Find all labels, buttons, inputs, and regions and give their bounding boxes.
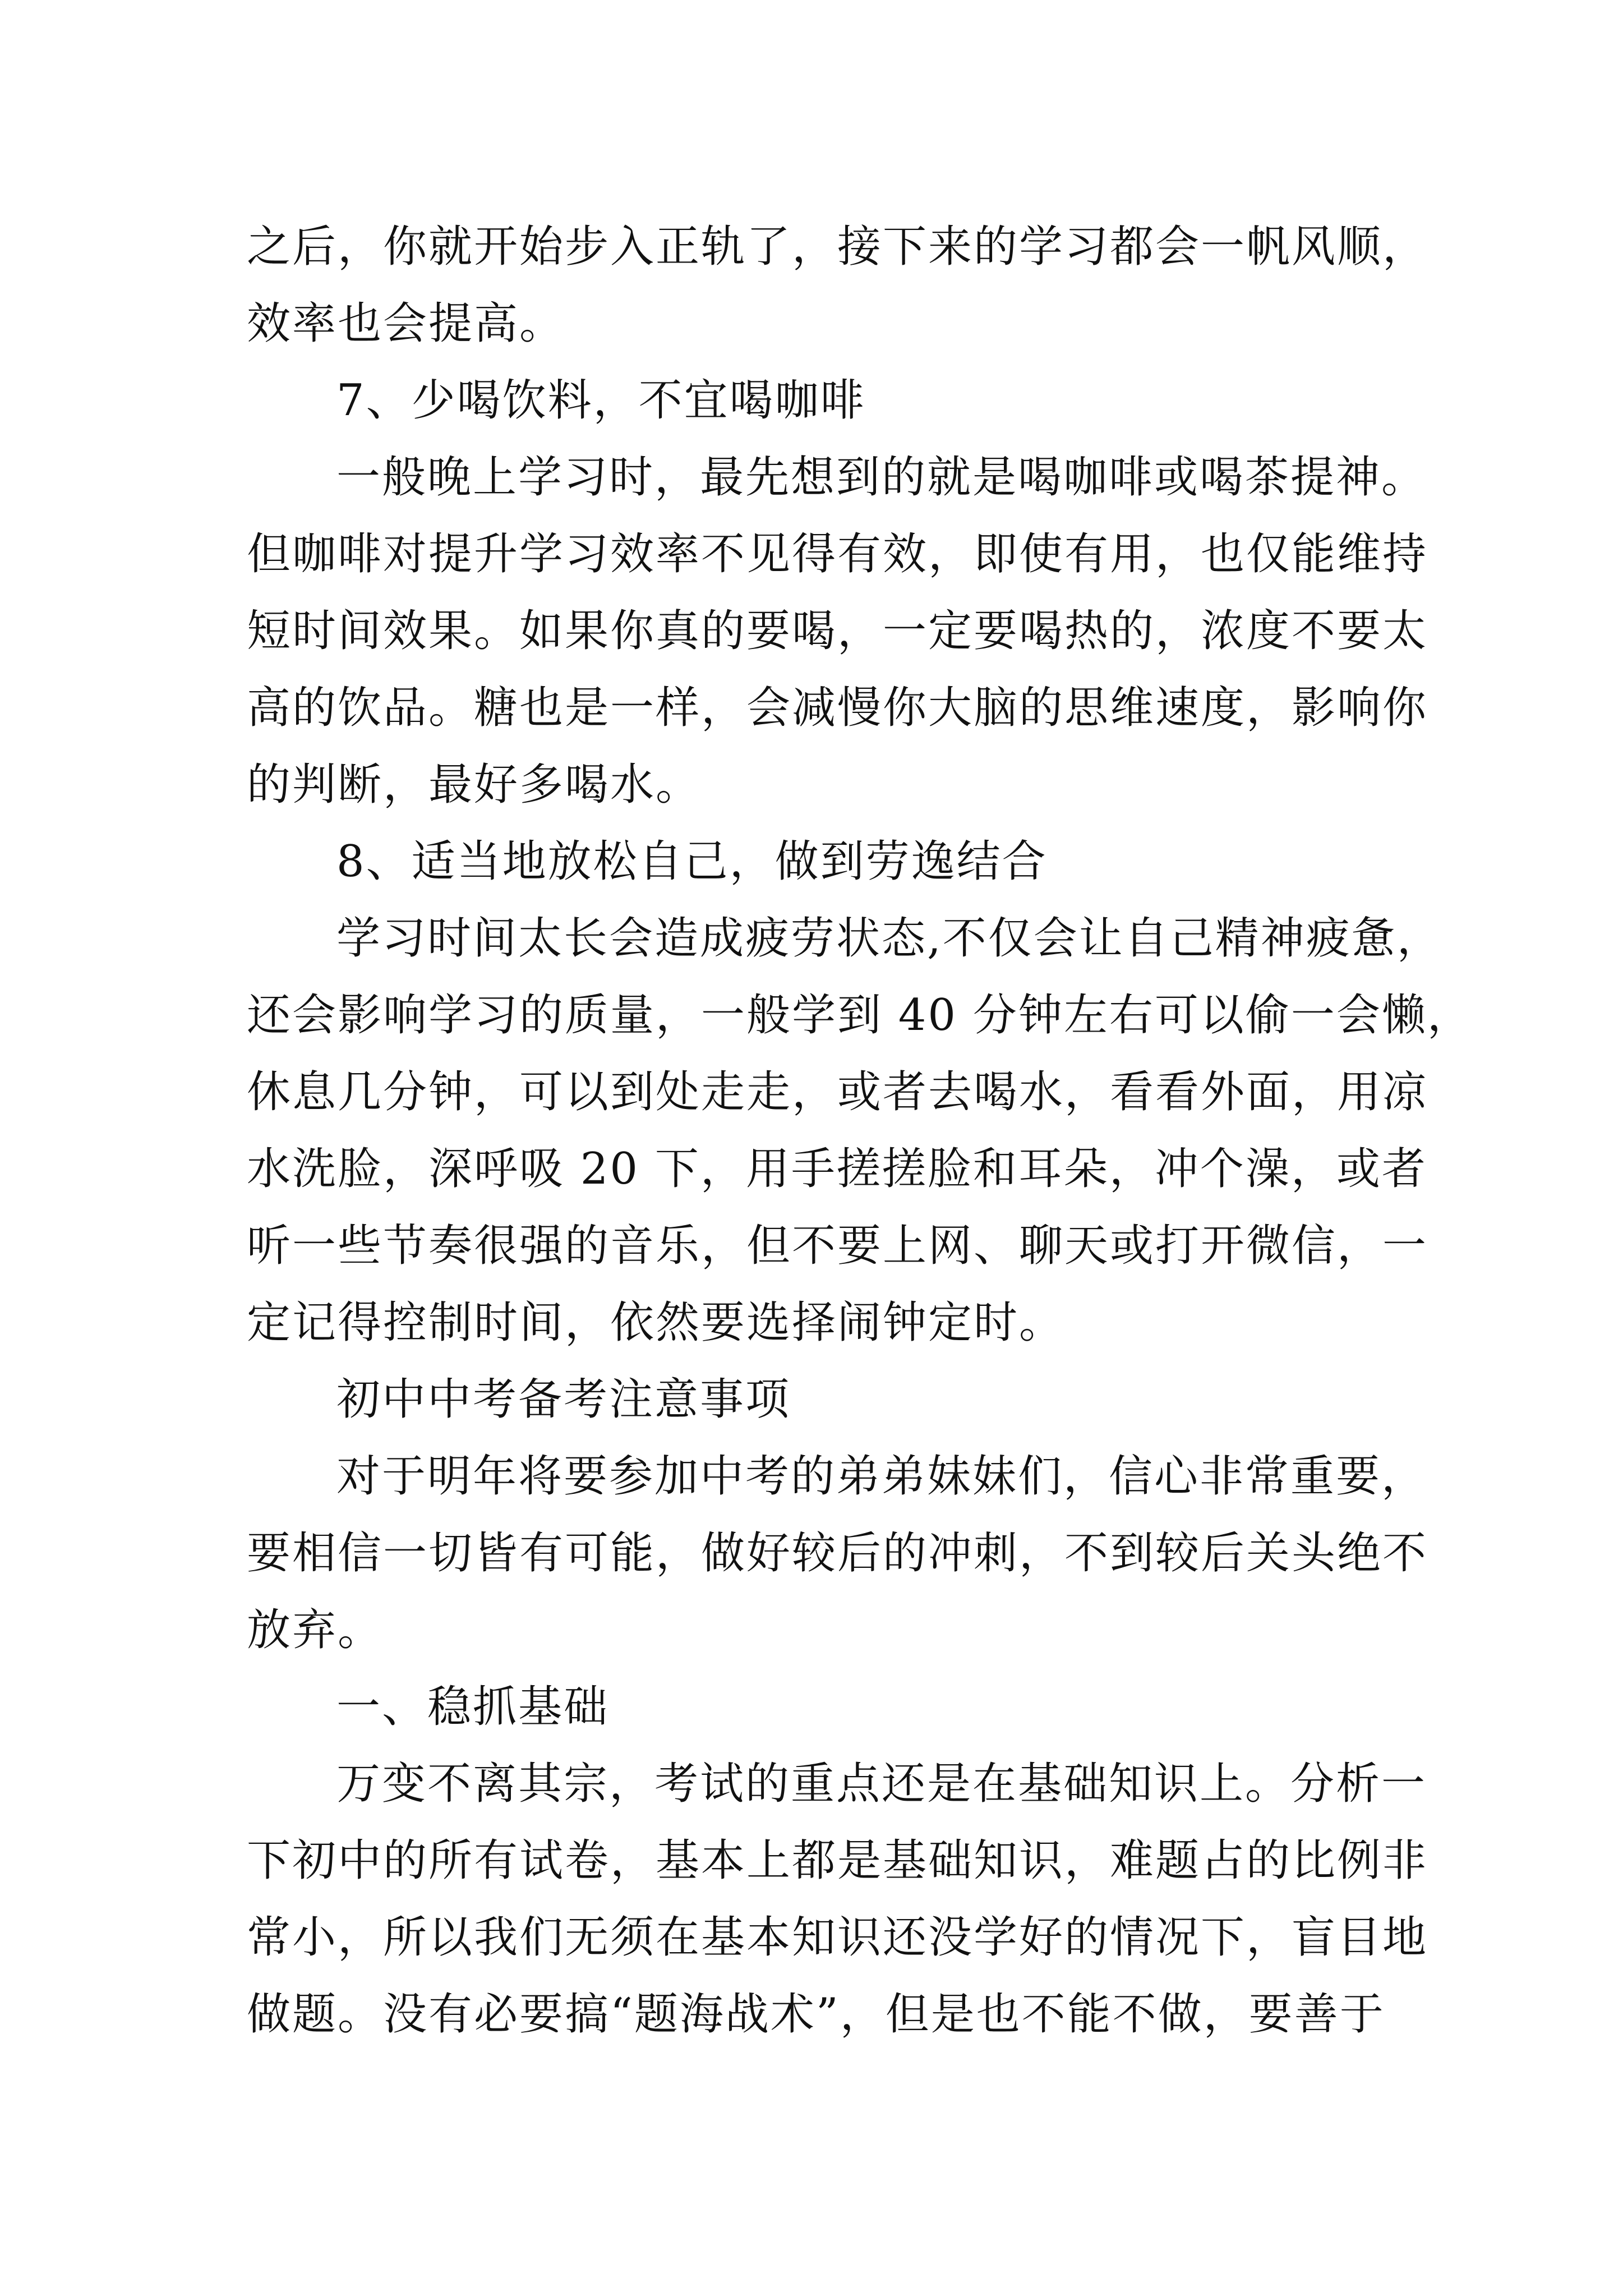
text-line: 的判断，最好多喝水。 (247, 760, 702, 810)
document-body (247, 209, 1473, 2053)
text-line: 对于明年将要参加中考的弟弟妹妹们，信心非常重要， (336, 1451, 1427, 1502)
text-line: 一般晚上学习时，最先想到的就是喝咖啡或喝茶提神。 (336, 452, 1427, 503)
text-line: 常小，所以我们无须在基本知识还没学好的情况下，盲目地 (247, 1912, 1428, 1963)
text-line: 还会影响学习的质量，一般学到 40 分钟左右可以偷一会懒， (247, 990, 1473, 1041)
section-heading: 8、适当地放松自己，做到劳逸结合 (336, 836, 1048, 887)
text-line: 效率也会提高。 (247, 298, 565, 349)
section-heading: 7、少喝饮料，不宜喝咖啡 (336, 375, 866, 426)
text-line: 学习时间太长会造成疲劳状态,不仅会让自己精神疲惫， (336, 913, 1442, 964)
text-line: 听一些节奏很强的音乐，但不要上网、聊天或打开微信，一 (247, 1221, 1428, 1271)
text-line: 下初中的所有试卷，基本上都是基础知识，难题占的比例非 (247, 1835, 1428, 1886)
text-line: 但咖啡对提升学习效率不见得有效，即使有用，也仅能维持 (247, 529, 1428, 579)
text-line: 要相信一切皆有可能，做好较后的冲刺，不到较后关头绝不 (247, 1528, 1428, 1579)
text-line: 定记得控制时间，依然要选择闹钟定时。 (247, 1297, 1065, 1348)
text-line: 高的饮品。糖也是一样，会减慢你大脑的思维速度，影响你 (247, 683, 1428, 733)
text-line: 之后，你就开始步入正轨了，接下来的学习都会一帆风顺， (247, 222, 1428, 272)
text-line: 放弃。 (247, 1605, 384, 1655)
section-heading: 一、稳抓基础 (336, 1682, 610, 1732)
text-line: 休息几分钟，可以到处走走，或者去喝水，看看外面，用凉 (247, 1067, 1428, 1117)
text-line: 短时间效果。如果你真的要喝，一定要喝热的，浓度不要太 (247, 606, 1428, 656)
text-line: 水洗脸，深呼吸 20 下，用手搓搓脸和耳朵，冲个澡，或者 (247, 1144, 1427, 1194)
text-line: 做题。没有必要搞“题海战术”，但是也不能不做，要善于 (247, 1989, 1385, 2040)
section-heading: 初中中考备考注意事项 (336, 1374, 791, 1425)
text-line: 万变不离其宗，考试的重点还是在基础知识上。分析一 (336, 1759, 1427, 1809)
